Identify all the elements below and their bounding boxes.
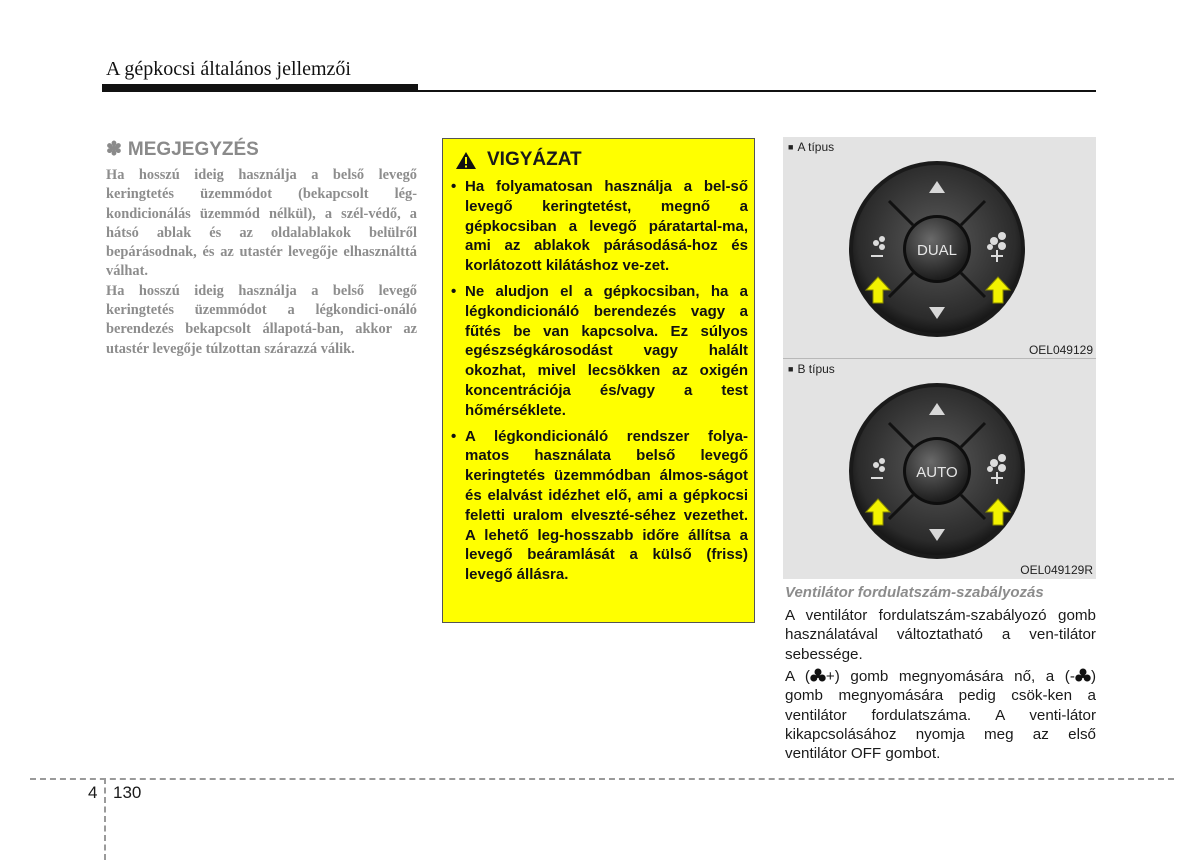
warning-item-2: • Ne aludjon el a gépkocsiban, ha a légkondicionáló berendezés vagy a fűtés be van kapcsolva. Ez súlyos egészségkárosodást vagy halált okozhat, mivel lecsökken az oxigén koncentrációja és/vagy a test hőmérséklete. [451,282,748,421]
header-rule-thick [102,84,418,92]
warning-box [442,138,755,623]
warning-triangle-icon [455,151,477,170]
warning-heading-text: VIGYÁZAT [487,149,582,170]
warning-item-1: • Ha folyamatosan használja a bel-ső levegő keringtetést, megnő a gépkocsiban a levegő páratartal-ma, ami az ablakok párásodásá-hoz és korlátozott kilátáshoz ve-zet. [451,177,748,276]
page-number: 130 [113,783,142,802]
fan-icon [810,668,826,683]
svg-text:DUAL: DUAL [916,242,958,259]
svg-text:AUTO: AUTO [916,464,958,481]
note-section [106,138,417,359]
figure-b-label: ■ B típus [788,362,835,376]
fan-icon [1075,668,1091,683]
figure-type-a [783,137,1096,359]
warning-list [451,177,748,585]
warning-item-3: • A légkondicionáló rendszer folya-matos használata belső levegő keringtetés üzemmódban álmos-ságot és elalvást idézhet elő, ami a gépkocsi feletti uralom elveszté-séhez vezethet. A lehető leg-hosszabb időre állítsa a levegő beáramlását a külső (friss) levegő állásra. [451,427,748,585]
note-heading [106,138,417,161]
fan-control-dial-a [847,159,1027,339]
note-heading-text: MEGJEGYZÉS [127,139,259,160]
figure-b-code: OEL049129R [1020,563,1093,577]
footer-rule [30,778,1174,780]
figure-caption: Ventilátor fordulatszám-szabályozás [785,584,1044,601]
note-paragraph-1: Ha hosszú ideig használja a belső levegő keringtetés üzemmódot (bekapcsolt lég-kondicionálás üzemmód nélkül), a szél-védő, a hátsó ablak és az oldalablakok belülről bepárásodnak, és az utastér levegője elhasználttá válhat. [106,167,417,280]
page-title: A gépkocsi általános jellemzői [106,58,351,80]
warning-heading [455,149,748,171]
figure-type-b [783,358,1096,579]
header-rule-thin [418,90,1096,92]
figure-a-code: OEL049129 [1028,343,1093,357]
fan-control-dial-b [847,381,1027,561]
note-paragraph-2: Ha hosszú ideig használja a belső levegő keringtetés üzemmódot a légkondici-onáló berendezés bekapcsolt állapotá-ban, akkor az utastér levegője túlzottan szárazzá válik. [106,282,417,357]
note-star-icon: ✽ [106,139,122,160]
footer-vertical-rule [104,778,106,860]
body-paragraph-1: A ventilátor fordulatszám-szabályozó gomb használatával változtatható a ven-tilátor sebessége. [785,607,1096,663]
figure-a-label: ■ A típus [788,140,835,154]
body-paragraph-2: A ( +) gomb megnyomására nő, a (- ) gomb megnyomására pedig csök-ken a ventilátor fordulatszáma. A venti-látor kikapcsolásához nyomja meg az első ventilátor OFF gombot. [785,668,1096,763]
chapter-number: 4 [88,783,98,802]
